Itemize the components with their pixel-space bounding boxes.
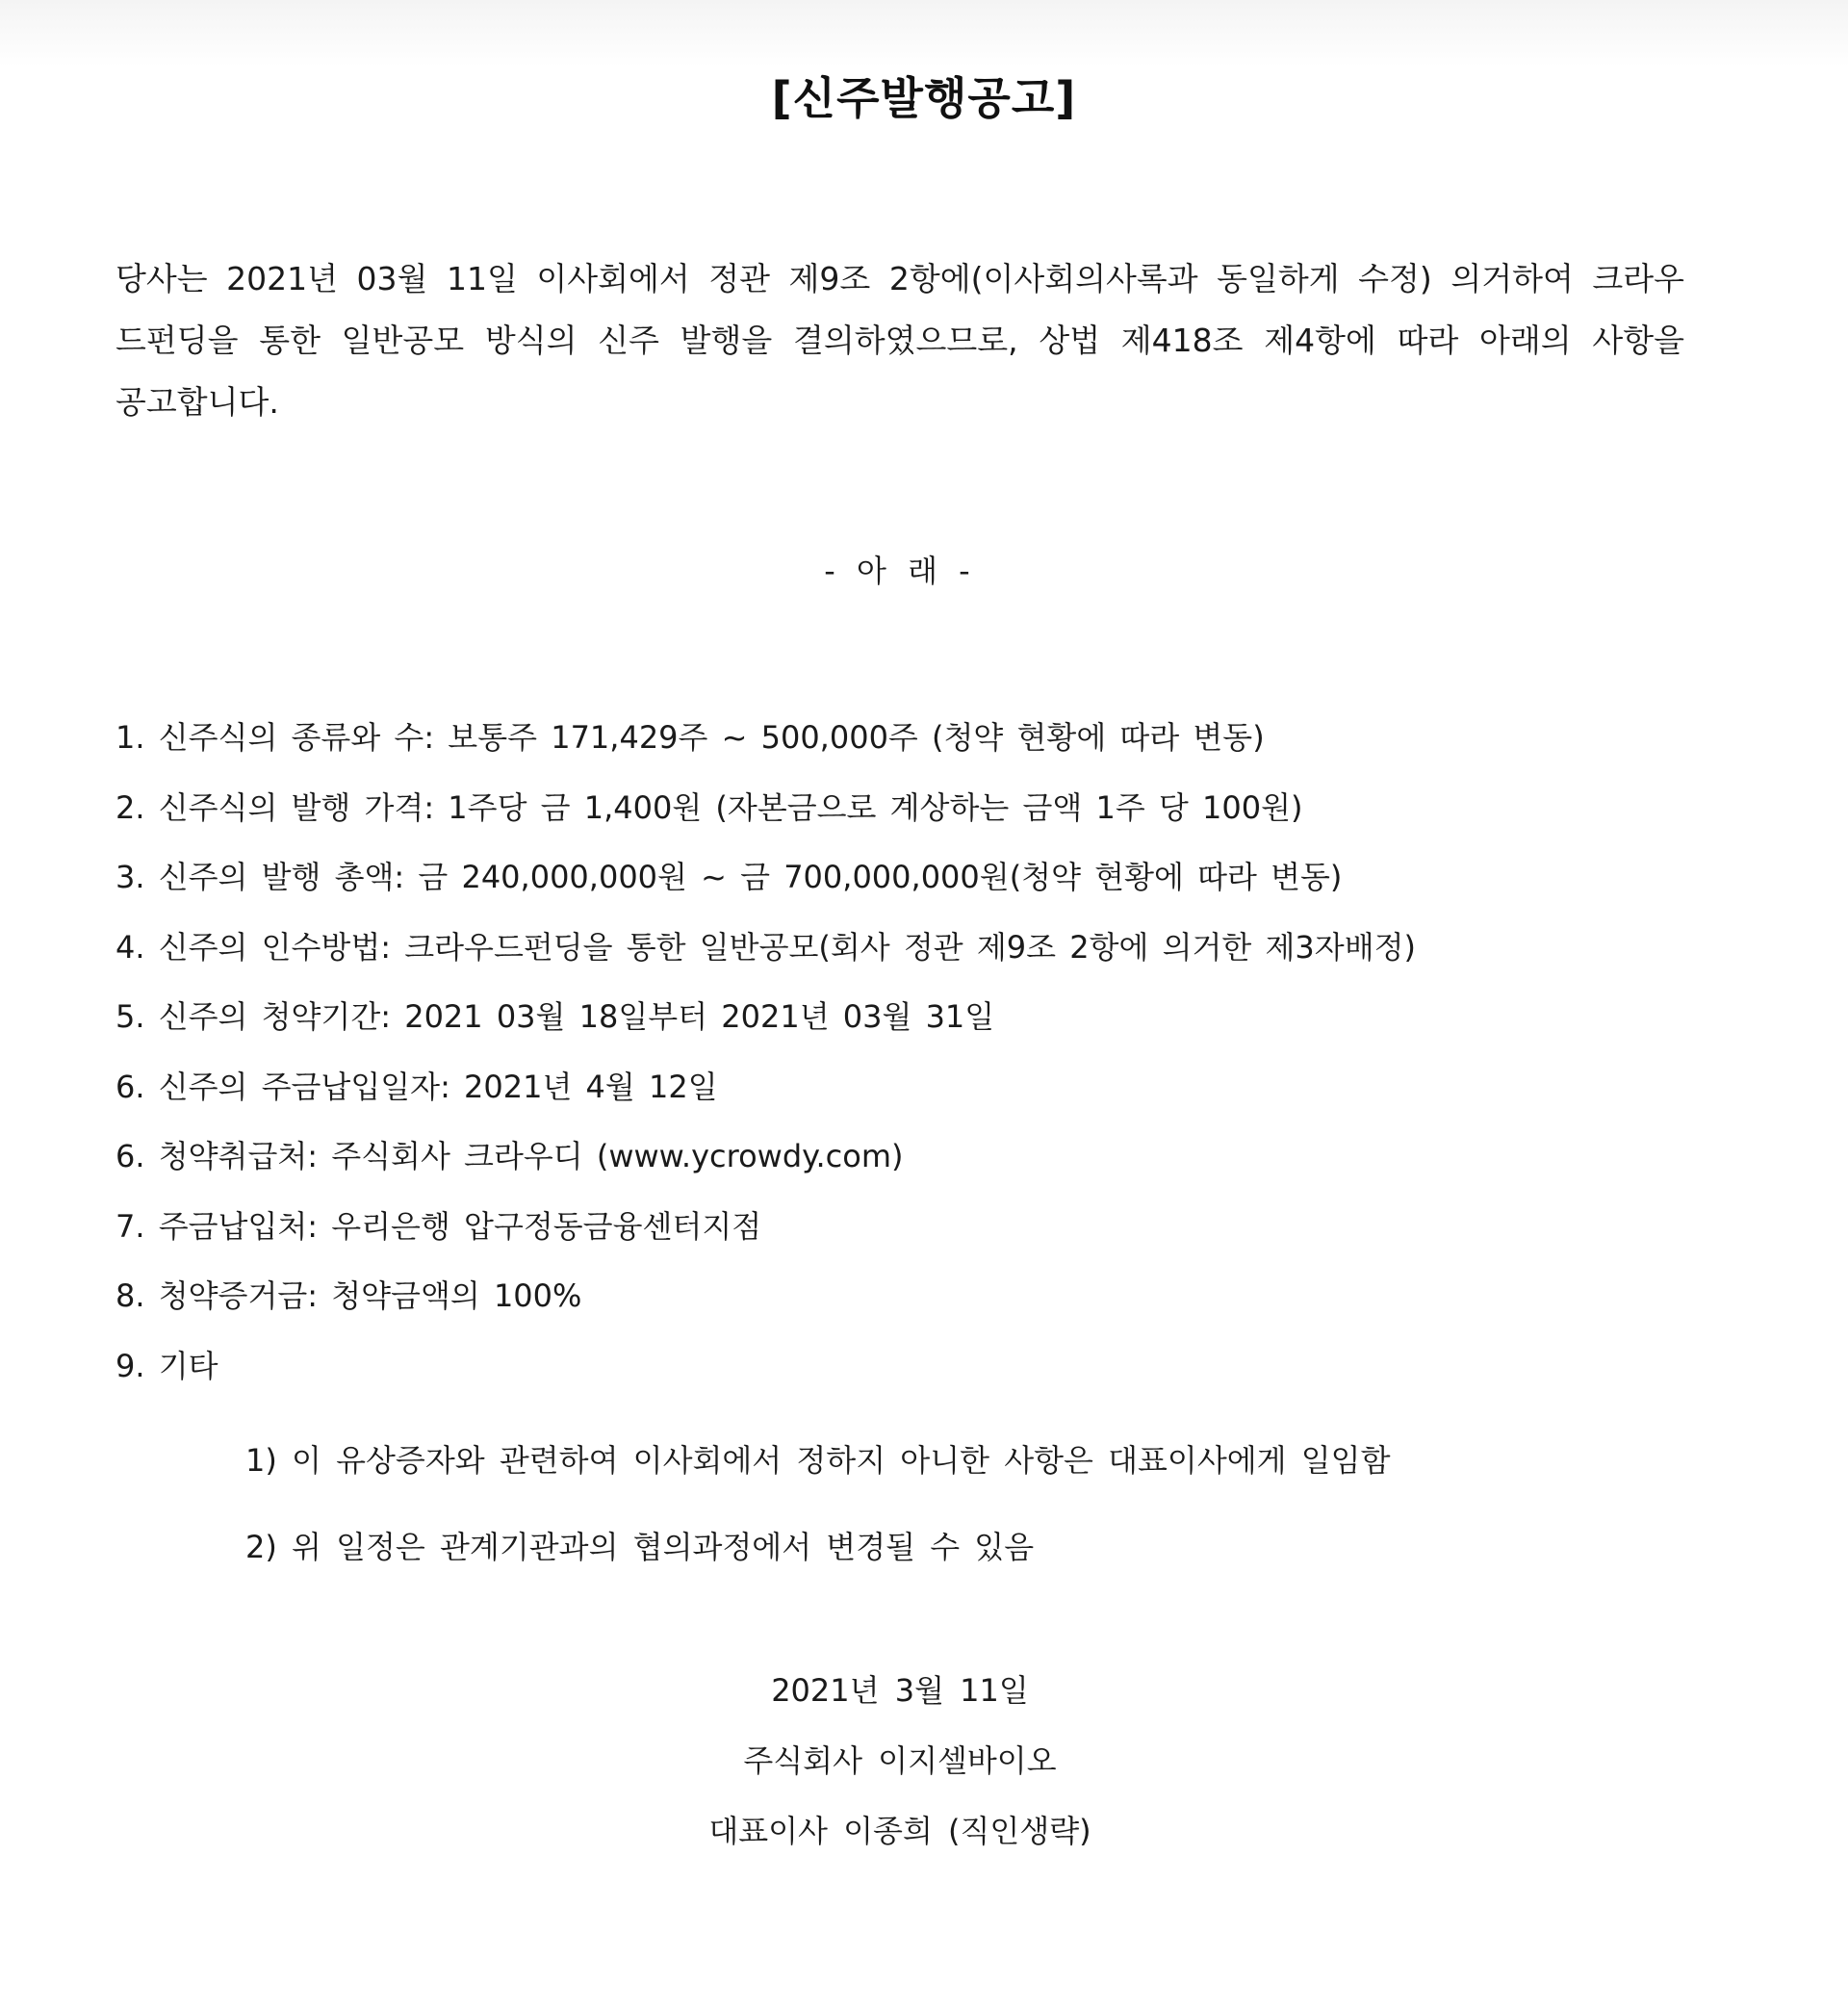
notice-item: 8. 청약증거금: 청약금액의 100%: [116, 1277, 582, 1314]
intro-line: 당사는 2021년 03월 11일 이사회에서 정관 제9조 2항에(이사회의사록과 동일하게 수정) 의거하여 크라우: [116, 260, 1684, 297]
signature-block: [0, 1656, 1800, 1867]
representative-name: 대표이사 이종희 (직인생략): [708, 1813, 1091, 1849]
notice-item: 6. 신주의 주금납입일자: 2021년 4월 12일: [116, 1068, 718, 1105]
notice-items-list: [116, 703, 1656, 1401]
notice-item: 6. 청약취급처: 주식회사 크라우디 (www.ycrowdy.com): [116, 1138, 904, 1174]
sub-item: 1) 이 유상증자와 관련하여 이사회에서 정하지 아니한 사항은 대표이사에게 일임함: [245, 1442, 1391, 1479]
notice-date: 2021년 3월 11일: [771, 1672, 1029, 1709]
notice-item: 4. 신주의 인수방법: 크라우드펀딩을 통한 일반공모(회사 정관 제9조 2항에 의거한 제3자배정): [116, 928, 1417, 966]
notice-item: 5. 신주의 청약기간: 2021 03월 18일부터 2021년 03월 31일: [116, 998, 995, 1035]
notice-item: 7. 주금납입처: 우리은행 압구정동금융센터지점: [116, 1207, 762, 1245]
intro-line: 드펀딩을 통한 일반공모 방식의 신주 발행을 결의하였으므로, 상법 제418조 제4항에 따라 아래의 사항을: [116, 322, 1684, 359]
notice-item: 1. 신주식의 종류와 수: 보통주 171,429주 ~ 500,000주 (청약 현황에 따라 변동): [116, 719, 1265, 756]
sub-item: 2) 위 일정은 관계기관과의 협의과정에서 변경될 수 있음: [245, 1529, 1035, 1565]
notice-item: 9. 기타: [116, 1347, 218, 1384]
document-title: [신주발행공고]: [771, 72, 1077, 124]
intro-paragraph: [116, 248, 1684, 433]
scan-top-shade: [0, 0, 1848, 67]
notice-item: 3. 신주의 발행 총액: 금 240,000,000원 ~ 금 700,000,000원(청약 현황에 따라 변동): [116, 859, 1343, 895]
section-separator: - 아 래 -: [824, 553, 976, 589]
other-sub-items-list: [245, 1417, 1593, 1590]
intro-line: 공고합니다.: [116, 383, 279, 421]
notice-item: 2. 신주식의 발행 가격: 1주당 금 1,400원 (자본금으로 계상하는 금액 1주 당 100원): [116, 788, 1303, 826]
company-name: 주식회사 이지셀바이오: [743, 1742, 1057, 1779]
